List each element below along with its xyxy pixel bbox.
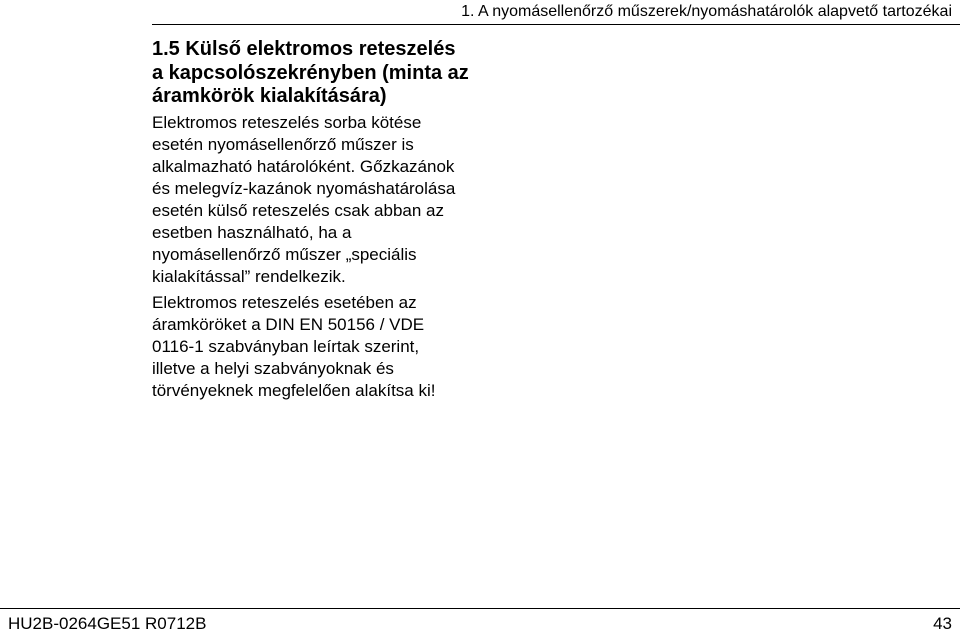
paragraph-line: és melegvíz-kazánok nyomáshatárolása [152,178,456,198]
header-divider [152,24,960,25]
section-title-line: áramkörök kialakítására) [152,85,387,107]
paragraph-line: esetben használható, ha a [152,222,352,242]
running-header: 1. A nyomásellenőrző műszerek/nyomáshatárolók alapvető tartozékai [461,3,952,20]
paragraph-series-interlock [152,112,532,288]
document-code: HU2B-0264GE51 R0712B [8,614,207,633]
paragraph-line: illetve a helyi szabványoknak és [152,358,394,378]
page-number: 43 [933,614,952,633]
paragraph-circuit-standards [152,292,532,402]
main-content [152,38,532,406]
paragraph-line: kialakítással” rendelkezik. [152,266,346,286]
section-title-line: a kapcsolószekrényben (minta az [152,61,469,84]
paragraph-line: áramköröket a DIN EN 50156 / VDE [152,314,425,334]
paragraph-line: esetén külső reteszelés csak abban az [152,200,445,220]
footer-divider [0,608,960,609]
paragraph-line: nyomásellenőrző műszer „speciális [152,244,417,264]
paragraph-line: Elektromos reteszelés sorba kötése [152,112,422,132]
section-title-line: 1.5 Külső elektromos reteszelés [152,38,456,60]
paragraph-line: törvényeknek megfelelően alakítsa ki! [152,380,436,400]
paragraph-line: 0116-1 szabványban leírtak szerint, [152,336,420,356]
paragraph-line: esetén nyomásellenőrző műszer is [152,134,414,154]
section-title [152,38,532,109]
paragraph-line: Elektromos reteszelés esetében az [152,292,417,312]
paragraph-line: alkalmazható határolóként. Gőzkazánok [152,156,455,176]
